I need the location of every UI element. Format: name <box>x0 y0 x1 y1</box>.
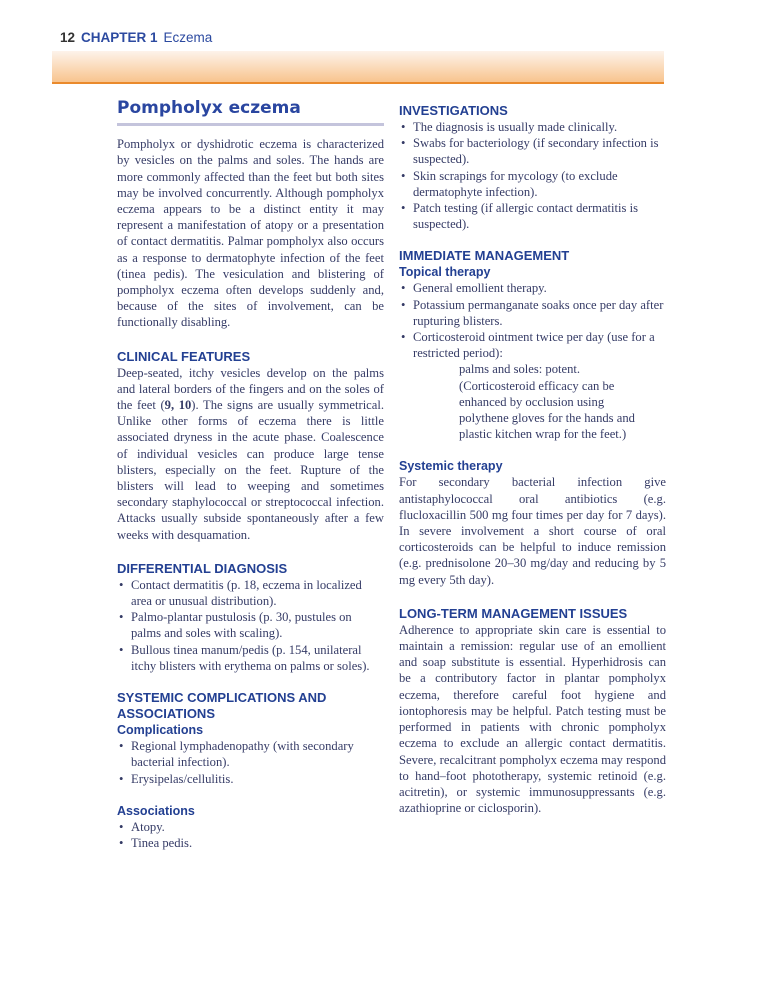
topical-list <box>399 280 666 361</box>
list-item: • Patch testing (if allergic contact dermatitis is suspected). <box>399 200 666 232</box>
list-item: • Potassium permanganate soaks once per day after rupturing blisters. <box>399 297 666 329</box>
list-item: • General emollient therapy. <box>399 280 666 296</box>
page-number: 12 <box>60 30 76 45</box>
investigations-heading: INVESTIGATIONS <box>399 103 508 118</box>
topical-note: (Corticosteroid efficacy can be enhanced by occlusion using polythene gloves for the hands and plastic kitchen wrap for the feet.) <box>459 378 635 442</box>
header-band <box>52 51 664 84</box>
clinical-features-paragraph <box>117 365 384 543</box>
list-item: • Tinea pedis. <box>117 835 384 851</box>
differential-diagnosis-heading: DIFFERENTIAL DIAGNOSIS <box>117 560 288 576</box>
immediate-management-heading: IMMEDIATE MANAGEMENT <box>399 248 570 264</box>
complications-list <box>117 738 384 787</box>
list-item: • Contact dermatitis (p. 18, eczema in localized area or unusual distribution). <box>117 577 384 609</box>
differential-list <box>117 577 384 674</box>
investigations-list <box>399 119 666 232</box>
complications-subheading: Complications <box>117 723 204 738</box>
list-item: • Palmo-plantar pustulosis (p. 30, pustules on palms and soles with scaling). <box>117 609 384 641</box>
systemic-therapy-paragraph: For secondary bacterial infection give antistaphylococcal oral antibiotics (e.g. flucloxacillin 500 mg four times per day for 7 days). In severe involvement a short course of oral corticosteroids can be helpful to induce remission (e.g. prednisolone 20–30 mg/day and reducing by 5 mg every 5th day). <box>399 475 666 587</box>
list-item: • Bullous tinea manum/pedis (p. 154, unilateral itchy blisters with erythema on palms or soles). <box>117 642 384 674</box>
list-item: • Erysipelas/cellulitis. <box>117 771 384 787</box>
topical-therapy-subheading: Topical therapy <box>399 265 491 280</box>
list-item: • Swabs for bacteriology (if secondary infection is suspected). <box>399 135 666 167</box>
list-item: • Regional lymphadenopathy (with secondary bacterial infection). <box>117 738 384 770</box>
clinical-text-cont: ). The signs are usually symmetrical. Unlike other forms of eczema there is little associated dryness in the acute phase. Coalescence of individual vesicles can produce large tense blisters, especially on the feet. Rupture of the blisters will lead to weeping and sometimes secondary staphylococcal or streptococcal infection. Attacks usually subside spontaneously after a few weeks with desquamation. <box>117 398 385 542</box>
clinical-text: Deep-seated, itchy vesicles develop on the palms and lateral borders of the fingers and on the soles of the feet ( <box>117 365 384 413</box>
right-column <box>399 103 666 816</box>
list-item: • Corticosteroid ointment twice per day (use for a restricted period): <box>399 329 666 361</box>
left-column <box>117 100 384 851</box>
associations-list <box>117 819 384 851</box>
systemic-therapy-subheading: Systemic therapy <box>399 459 503 474</box>
list-item: • Atopy. <box>117 819 384 835</box>
chapter-label: CHAPTER 1 <box>81 30 158 45</box>
figure-refs: 9, 10 <box>164 398 192 413</box>
clinical-features-heading: CLINICAL FEATURES <box>117 348 251 364</box>
list-item: • The diagnosis is usually made clinically. <box>399 119 666 135</box>
complications-heading: SYSTEMIC COMPLICATIONS AND ASSOCIATIONS <box>117 690 327 722</box>
list-item: • Skin scrapings for mycology (to exclude dermatophyte infection). <box>399 168 666 200</box>
chapter-title: Eczema <box>163 30 213 45</box>
topical-detail: palms and soles: potent. <box>459 362 581 377</box>
long-term-management-heading: LONG-TERM MANAGEMENT ISSUES <box>399 605 628 621</box>
associations-subheading: Associations <box>117 803 195 818</box>
page-title: Pompholyx eczema <box>117 100 384 126</box>
intro-paragraph: Pompholyx or dyshidrotic eczema is characterized by vesicles on the palms and soles. The hands are more commonly affected than the feet but both sites may be involved concurrently. Although pompholyx eczema appears to be a distinct entity it may represent a manifestation of atopy or a presentation of contact dermatitis. Palmar pompholyx also occurs as a response to dermatophyte infection of the feet (tinea pedis). The vesiculation and blistering of pompholyx eczema often develops suddenly and, because of the sites of involvement, can be functionally disabling. <box>117 137 384 330</box>
running-header <box>60 30 212 45</box>
long-term-management-paragraph: Adherence to appropriate skin care is essential to maintain a remission: regular use of an emollient and soap substitute is essential. Hyperhidrosis can be a contributory factor in plantar pompholyx eczema, therefore careful foot hygiene and iontophoresis may be helpful. Patch testing must be performed in patients with chronic pompholyx eczema to exclude an allergic contact dermatitis. Severe, recalcitrant pompholyx eczema may respond to hand–foot phototherapy, systemic retinoid (e.g. acitretin), or systemic immunosuppressants (e.g. azathioprine or ciclosporin). <box>399 622 666 816</box>
